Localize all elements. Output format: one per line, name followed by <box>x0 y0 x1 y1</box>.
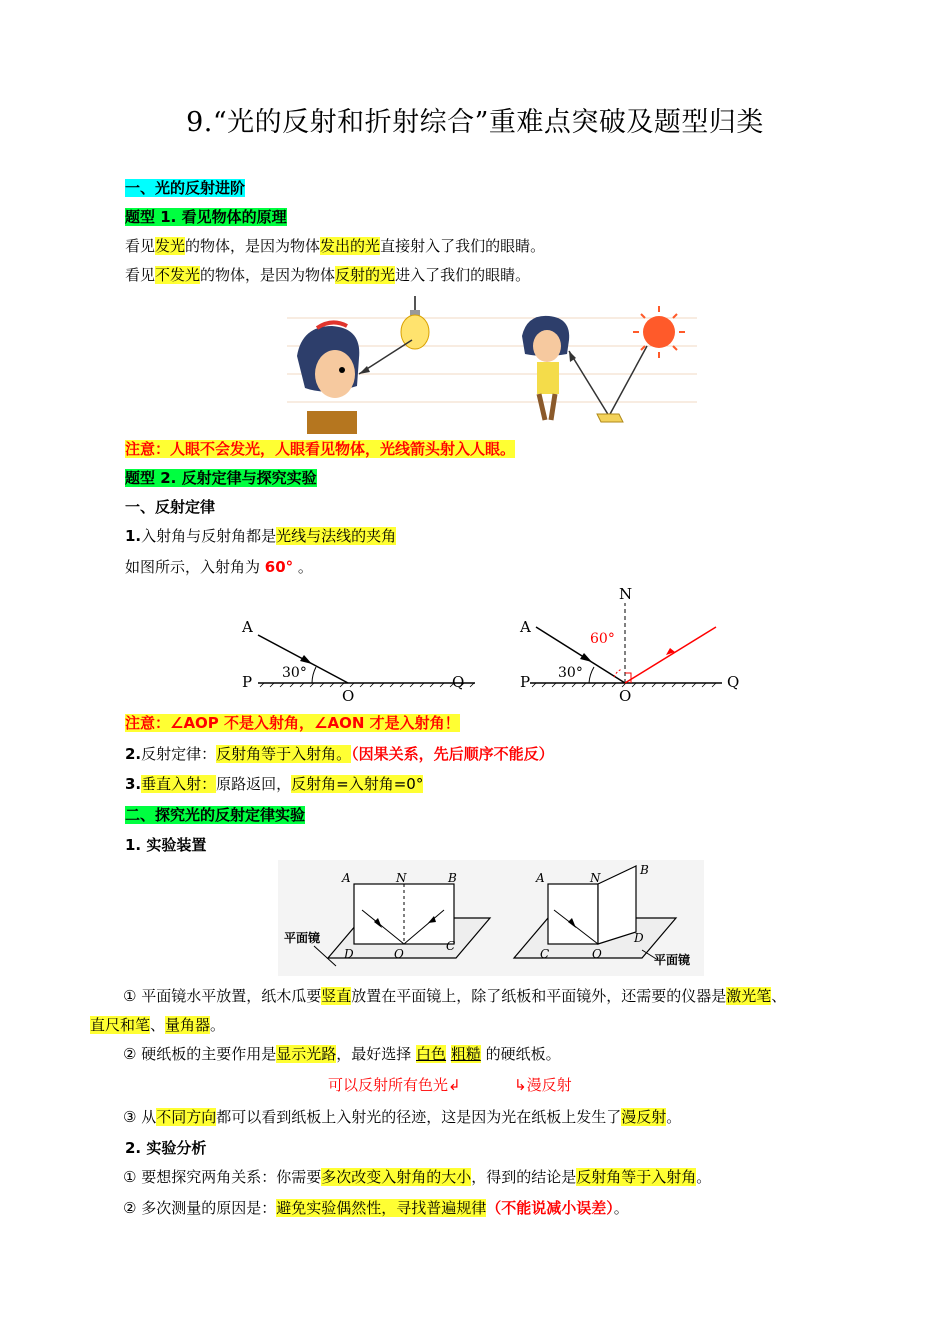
svg-text:B: B <box>448 871 457 885</box>
question-2: ② 硬纸板的主要作用是显示光路，最好选择 白色 粗糙 的硬纸板。 <box>123 1045 561 1063</box>
svg-text:N: N <box>619 585 633 603</box>
law-statement: 2.反射定律：反射角等于入射角。（因果关系，先后顺序不能反） <box>125 745 554 763</box>
note-1: 注意：人眼不会发光，人眼看见物体，光线箭头射入人眼。 <box>125 440 516 458</box>
svg-text:O: O <box>342 687 355 705</box>
svg-text:N: N <box>590 871 601 885</box>
svg-text:O: O <box>592 947 602 961</box>
girl-left-icon <box>297 322 359 434</box>
question-5: ② 多次测量的原因是：避免实验偶然性，寻找普遍规律（不能说减小误差）。 <box>123 1199 629 1217</box>
principle-line-1: 看见发光的物体，是因为物体发出的光直接射入了我们的眼睛。 <box>125 237 546 255</box>
reflection-law-heading: 一、反射定律 <box>125 498 216 516</box>
section-1-heading: 一、光的反射进阶 <box>125 179 246 197</box>
question-1-line-1: ① 平面镜水平放置，纸木瓜要竖直放置在平面镜上，除了纸板和平面镜外，还需要的仪器是激光笔、 <box>123 987 787 1005</box>
svg-text:30°: 30° <box>558 665 583 681</box>
seeing-illustration <box>287 296 697 434</box>
svg-text:N: N <box>396 871 407 885</box>
type-2-heading: 题型 2. 反射定律与探究实验 <box>125 469 317 487</box>
svg-text:C: C <box>446 939 456 953</box>
apparatus-heading: 1. 实验装置 <box>125 836 207 854</box>
svg-text:O: O <box>619 687 632 705</box>
svg-text:Q: Q <box>727 673 740 691</box>
question-1-line-2: 直尺和笔、量角器。 <box>90 1016 226 1034</box>
svg-text:P: P <box>520 673 531 691</box>
question-4: ① 要想探究两角关系：你需要多次改变入射角的大小，得到的结论是反射角等于入射角。 <box>123 1168 712 1186</box>
girl-right-icon <box>522 316 569 420</box>
normal-incidence: 3.垂直入射：原路返回，反射角=入射角=0° <box>125 775 424 793</box>
apparatus-diagrams <box>278 860 704 976</box>
svg-text:A: A <box>342 871 351 885</box>
angle-example: 如图所示，入射角为 60° 。 <box>125 558 313 576</box>
svg-text:平面镜: 平面镜 <box>654 953 691 967</box>
page-title: 9.“光的反射和折射综合”重难点突破及题型归类 <box>186 107 764 138</box>
svg-text:P: P <box>242 673 253 691</box>
light-bulb-icon <box>401 296 429 349</box>
svg-text:30°: 30° <box>282 665 307 681</box>
svg-text:A: A <box>242 618 253 636</box>
svg-text:D: D <box>344 947 354 961</box>
svg-text:60°: 60° <box>590 631 615 647</box>
section-2-heading: 二、探究光的反射定律实验 <box>125 806 306 824</box>
svg-text:Q: Q <box>452 673 465 691</box>
svg-text:B: B <box>640 863 649 877</box>
sun-icon <box>633 306 685 358</box>
svg-text:D: D <box>634 931 644 945</box>
reflection-diagrams <box>230 585 750 705</box>
svg-text:A: A <box>520 618 531 636</box>
principle-line-2: 看见不发光的物体，是因为物体反射的光进入了我们的眼睛。 <box>125 266 531 284</box>
type-1-heading: 题型 1. 看见物体的原理 <box>125 208 287 226</box>
svg-text:A: A <box>536 871 545 885</box>
question-2-note-b: ↳漫反射 <box>514 1076 572 1094</box>
angle-definition: 1.入射角与反射角都是光线与法线的夹角 <box>125 527 397 545</box>
analysis-heading: 2. 实验分析 <box>125 1139 207 1157</box>
svg-text:O: O <box>394 947 404 961</box>
svg-text:C: C <box>540 947 550 961</box>
svg-text:平面镜: 平面镜 <box>284 931 321 945</box>
question-2-note-a: 可以反射所有色光↲ <box>328 1076 461 1094</box>
question-3: ③ 从不同方向都可以看到纸板上入射光的径迹，这是因为光在纸板上发生了漫反射。 <box>123 1108 682 1126</box>
note-2: 注意：∠AOP 不是入射角，∠AON 才是入射角！ <box>125 714 460 732</box>
